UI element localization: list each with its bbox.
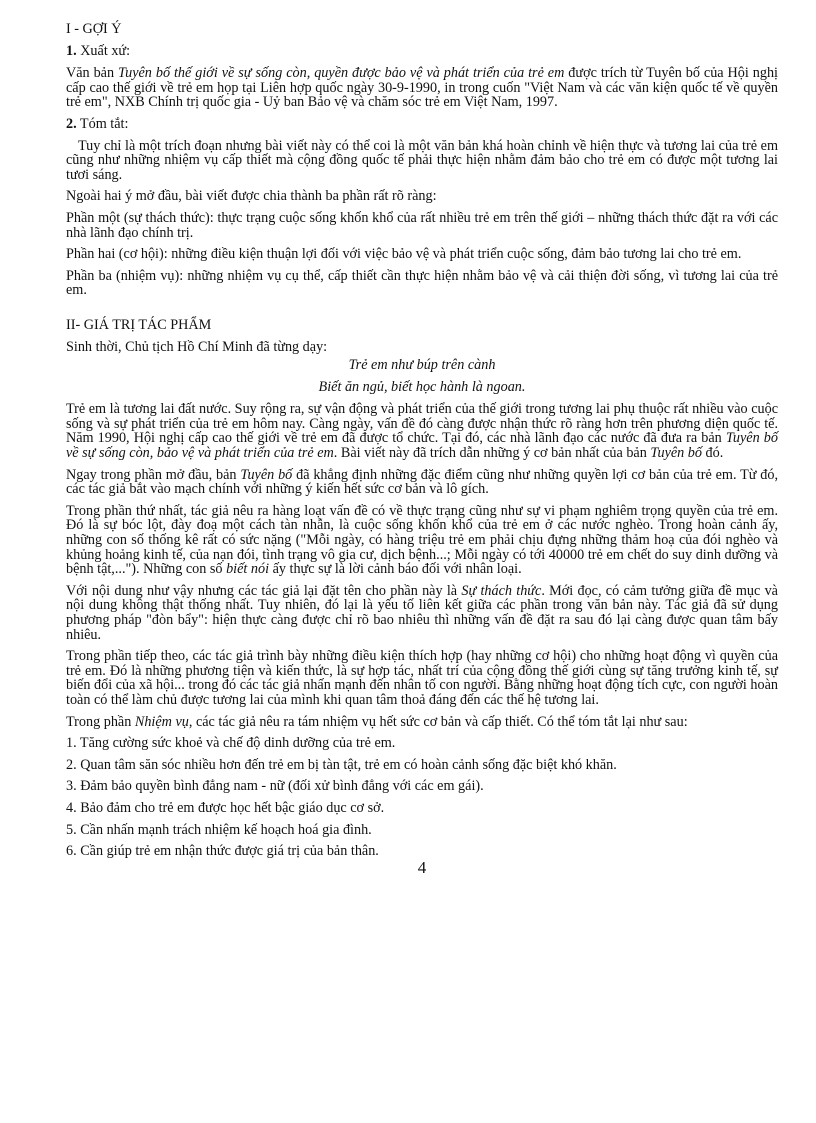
value-paragraph-3 [66, 504, 778, 577]
list-item: 1. Tăng cường sức khoẻ và chế độ dinh dưỡng của trẻ em. [66, 735, 396, 752]
list-item: 5. Cần nhấn mạnh trách nhiệm kế hoạch hoá gia đình. [66, 821, 372, 838]
document-page [66, 22, 778, 875]
document-title: Tuyên bố về sự sống còn, bảo vệ và phát triển của trẻ em [66, 430, 778, 462]
subsection-number: 2. [66, 115, 77, 132]
summary-paragraph: Tuy chỉ là một trích đoạn nhưng bài viết này có thể coi là một văn bản khá hoàn chỉnh về hiện thực và tương lai của trẻ em cũng như những nhiệm vụ cấp thiết mà cộng đồng quốc tế phải thực hiện nhằm đảm bảo cho trẻ em có được một tương lai tươi sáng. [66, 137, 778, 183]
subsection-number: 1. [66, 42, 77, 59]
text: Trong phần thứ nhất, tác giả nêu ra hàng loạt vấn đề có về thực trạng cũng như sự vi phạm nghiêm trọng quyền của trẻ em. Đó là sự bóc lột, đày đoạ một cách tàn nhẫn, là cuộc sống khốn khổ của trẻ em ở các nước nghèo. Trong hoàn cảnh ấy, những con số thống kê rất có sức nặng ("Mỗi ngày, có hàng triệu trẻ em phải chịu đựng những thảm hoạ của đói nghèo và khủng hoảng kinh tế, của nạn đói, tình trạng vô gia cư, dịch bệnh...; Mỗi ngày có tới 40000 trẻ em chết do suy dinh dưỡng và bệnh tật,..."). Những con số [66, 502, 778, 578]
subsection-label: Tóm tắt: [76, 115, 129, 132]
text: được trích từ Tuyên bố của Hội nghị cấp cao thế giới về trẻ em họp tại Liên hợp quốc ngày 30-9-1990, in trong cuốn "Việt Nam và các văn kiện quốc tế về quyền trẻ em", NXB Chính trị quốc gia - Uỷ ban Bảo vệ và chăm sóc trẻ em Việt Nam, 1997. [66, 65, 778, 111]
subsection-source-heading [66, 44, 778, 59]
list-item: 4. Bảo đảm cho trẻ em được học hết bậc giáo dục cơ sở. [66, 799, 385, 816]
list-item: 6. Cần giúp trẻ em nhận thức được giá trị của bản thân. [66, 843, 379, 860]
text: đã khẳng định những đặc điểm cũng như những quyền lợi cơ bản của trẻ em. Từ đó, các tác giả bắt vào mạch chính với những ý kiến hết sức cơ bản và lô gích. [66, 466, 778, 498]
value-paragraph-1 [66, 402, 778, 460]
text: Trong phần [66, 713, 135, 730]
text: Với nội dung như vậy nhưng các tác giả lại đặt tên cho phần này là [66, 582, 462, 599]
document-title-short: Tuyên bố [650, 445, 702, 462]
page-number: 4 [417, 857, 427, 877]
part-one-paragraph: Phần một (sự thách thức): thực trạng cuộc sống khốn khổ của rất nhiều trẻ em trên thế giới – những thách thức đặt ra với các nhà lãnh đạo chính trị. [66, 209, 778, 241]
list-item: 2. Quan tâm săn sóc nhiều hơn đến trẻ em bị tàn tật, trẻ em có hoàn cảnh sống đặc biệt khó khăn. [66, 756, 617, 773]
task-list [66, 736, 778, 859]
text: Trẻ em là tương lai đất nước. Suy rộng ra, sự vận động và phát triển của thế giới trong tương lai phụ thuộc rất nhiều vào cuộc sống và sự phát triển của trẻ em hôm nay. Càng ngày, vấn đề đó càng được nhận thức rõ ràng hơn trên phương diện quốc tế. Năm 1990, Hội nghị cấp cao thế giới về trẻ em đã được tổ chức. Tại đó, các nhà lãnh đạo các nước đã đưa ra bản [66, 401, 778, 447]
text: Văn bản [66, 65, 119, 82]
subsection-label: Xuất xứ: [76, 42, 131, 59]
section-2-title: II- GIÁ TRỊ TÁC PHẨM [66, 316, 212, 333]
value-paragraph-4 [66, 584, 778, 642]
part-two-paragraph: Phần hai (cơ hội): những điều kiện thuận lợi đối với việc bảo vệ và phát triển cuộc sống, đảm bảo tương lai cho trẻ em. [66, 246, 742, 263]
part-title: Sự thách thức [461, 582, 542, 599]
text: ấy thực sự là lời cảnh báo đối với nhân loại. [269, 561, 522, 578]
list-item: 3. Đảm bảo quyền bình đẳng nam - nữ (đối xử bình đẳng với các em gái). [66, 778, 484, 795]
part-title: Nhiệm vụ [134, 713, 189, 730]
document-title: Tuyên bố thế giới về sự sống còn, quyền được bảo vệ và phát triển của trẻ em [118, 65, 565, 82]
poem-line-2: Biết ăn ngủ, biết học hành là ngoan. [318, 378, 526, 395]
text: , các tác giả nêu ra tám nhiệm vụ hết sức cơ bản và cấp thiết. Có thể tóm tắt lại như sau: [188, 713, 688, 730]
document-title-short: Tuyên bố [240, 466, 293, 483]
text: Ngay trong phần mở đầu, bản [66, 466, 241, 483]
text: đó. [702, 445, 724, 462]
emphasis: biết nói [226, 561, 270, 578]
value-paragraph-6 [66, 715, 778, 730]
section-1-title: I - GỢI Ý [66, 21, 122, 37]
value-paragraph-2 [66, 468, 778, 497]
section-2-intro: Sinh thời, Chủ tịch Hồ Chí Minh đã từng dạy: [66, 338, 328, 355]
part-three-paragraph: Phần ba (nhiệm vụ): những nhiệm vụ cụ thể, cấp thiết cần thực hiện nhằm bảo vệ và cải thiện đời sống, vì tương lai của trẻ em. [66, 267, 778, 299]
value-paragraph-5: Trong phần tiếp theo, các tác giả trình bày những điều kiện thích hợp (hay những cơ hội) cho những hoạt động vì quyền của trẻ em. Đó là những phương tiện và kiến thức, là sự hợp tác, nhất trí của cộng đồng thế giới cùng sự tăng trưởng kinh tế, sự biến đổi của xã hội... trong đó các tác giả nhấn mạnh đến nhân tố con người. Bằng những hoạt động tích cực, con người hoàn toàn có thể làm chủ được tương lai của mình khi quan tâm thoả đáng đến các thế hệ tương lai. [66, 648, 778, 708]
poem-line-1: Trẻ em như búp trên cành [348, 357, 496, 374]
text: . Bài viết này đã trích dẫn những ý cơ bản nhất của bản [333, 445, 651, 462]
source-paragraph [66, 66, 778, 110]
parts-intro-paragraph: Ngoài hai ý mở đầu, bài viết được chia thành ba phần rất rõ ràng: [66, 188, 437, 205]
subsection-summary-heading [66, 117, 778, 132]
text: . Mới đọc, có cảm tưởng giữa đề mục và nội dung không thật thống nhất. Tuy nhiên, đó lại là yếu tố liên kết giữa các phần trong văn bản này. Tác giả đã sử dụng phương pháp "đòn bẩy": hiện thực càng được chỉ rõ bao nhiêu thì những vấn đề đặt ra sau đó lại càng được quan tâm bấy nhiêu. [66, 582, 778, 643]
